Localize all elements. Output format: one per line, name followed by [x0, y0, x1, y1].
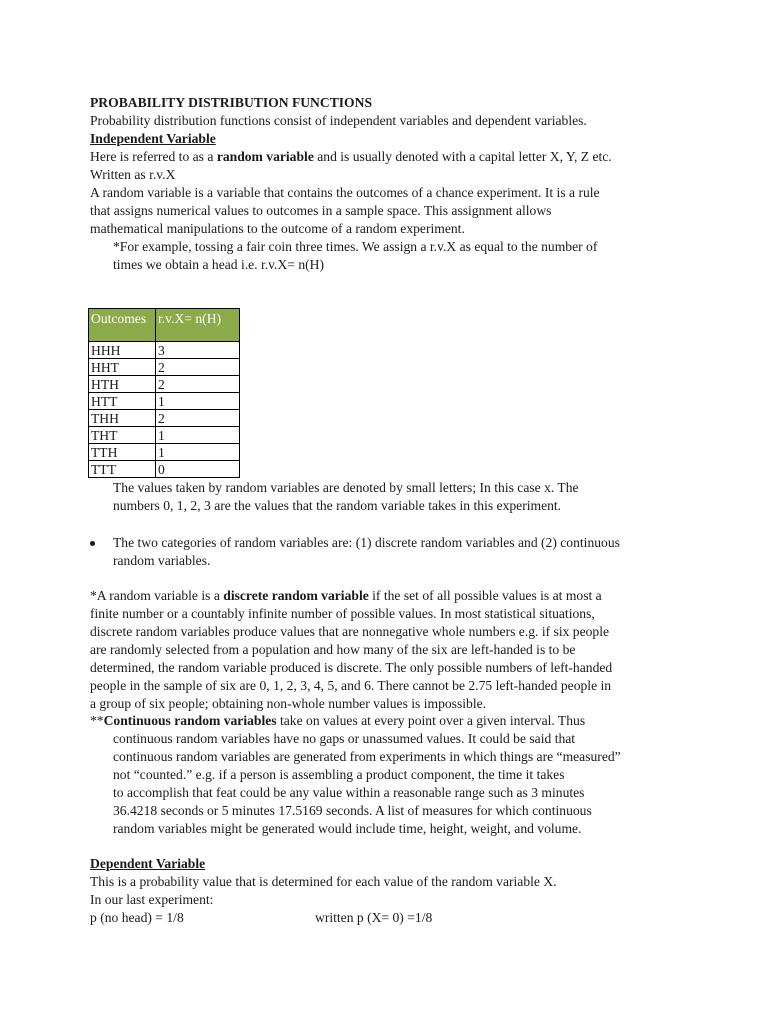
- table-header-row: [89, 309, 240, 342]
- formula-left: p (no head) = 1/8: [90, 910, 184, 925]
- table-row: [89, 376, 240, 393]
- continuous-line: random variables might be generated would include time, height, weight, and volume.: [113, 821, 582, 836]
- value-cell: 2: [156, 410, 240, 427]
- value-cell: 0: [156, 461, 240, 478]
- rv-paragraph-line: that assigns numerical values to outcomes in a sample space. This assignment allows: [90, 203, 552, 218]
- continuous-definition: **Continuous random variables take on values at every point over a given interval. Thus: [90, 713, 586, 728]
- bullet-line: random variables.: [113, 553, 211, 568]
- page-title: PROBABILITY DISTRIBUTION FUNCTIONS: [90, 95, 373, 110]
- table-row: [89, 410, 240, 427]
- discrete-line: finite number or a countably infinite number of possible values. In most statistical situations,: [90, 606, 595, 621]
- discrete-definition: *A random variable is a discrete random variable if the set of all possible values is at most a: [90, 588, 602, 603]
- outcome-cell: THT: [89, 427, 156, 444]
- dependent-line: In our last experiment:: [90, 892, 214, 907]
- table-row: [89, 359, 240, 376]
- value-cell: 2: [156, 359, 240, 376]
- table-row: [89, 461, 240, 478]
- random-variable-definition: Here is referred to as a random variable and is usually denoted with a capital letter X, Y, Z etc.: [90, 149, 612, 164]
- outcomes-table: [88, 308, 240, 478]
- values-note-line: numbers 0, 1, 2, 3 are the values that the random variable takes in this experiment.: [113, 498, 562, 513]
- formula-right: written p (X= 0) =1/8: [315, 910, 433, 925]
- rv-header: r.v.X= n(H): [156, 309, 240, 342]
- value-cell: 1: [156, 444, 240, 461]
- discrete-line: are randomly selected from a population and how many of the six are left-handed is to be: [90, 642, 576, 657]
- rv-paragraph-line: mathematical manipulations to the outcome of a random experiment.: [90, 221, 465, 236]
- outcome-cell: TTH: [89, 444, 156, 461]
- continuous-line: 36.4218 seconds or 5 minutes 17.5169 seconds. A list of measures for which continuous: [113, 803, 592, 818]
- value-cell: 2: [156, 376, 240, 393]
- value-cell: 1: [156, 427, 240, 444]
- bullet-icon: [90, 541, 95, 546]
- dependent-line: This is a probability value that is determined for each value of the random variable X.: [90, 874, 557, 889]
- continuous-line: continuous random variables are generated from experiments in which things are “measured”: [113, 749, 621, 764]
- continuous-line: continuous random variables have no gaps or unassumed values. It could be said that: [113, 731, 576, 746]
- independent-variable-heading: Independent Variable: [90, 131, 216, 146]
- notation-line: Written as r.v.X: [90, 167, 176, 182]
- bullet-line: The two categories of random variables are: (1) discrete random variables and (2) continuous: [113, 535, 620, 550]
- rv-paragraph-line: A random variable is a variable that contains the outcomes of a chance experiment. It is a rule: [90, 185, 600, 200]
- outcome-cell: HTT: [89, 393, 156, 410]
- discrete-line: discrete random variables produce values that are nonnegative whole numbers e.g. if six people: [90, 624, 610, 639]
- outcome-cell: TTT: [89, 461, 156, 478]
- outcome-cell: HTH: [89, 376, 156, 393]
- outcome-cell: HHH: [89, 342, 156, 359]
- discrete-line: a group of six people; obtaining non-whole number values is impossible.: [90, 696, 487, 711]
- table-row: [89, 427, 240, 444]
- example-line: times we obtain a head i.e. r.v.X= n(H): [113, 257, 325, 272]
- table-row: [89, 393, 240, 410]
- value-cell: 1: [156, 393, 240, 410]
- example-line: *For example, tossing a fair coin three times. We assign a r.v.X as equal to the number of: [113, 239, 598, 254]
- dependent-variable-heading: Dependent Variable: [90, 856, 206, 871]
- values-note-line: The values taken by random variables are denoted by small letters; In this case x. The: [113, 480, 579, 495]
- intro-text: Probability distribution functions consist of independent variables and dependent variables.: [90, 113, 587, 128]
- continuous-line: to accomplish that feat could be any value within a reasonable range such as 3 minutes: [113, 785, 585, 800]
- table-row: [89, 342, 240, 359]
- table-row: [89, 444, 240, 461]
- discrete-line: determined, the random variable produced is discrete. The only possible numbers of left-handed: [90, 660, 613, 675]
- discrete-line: people in the sample of six are 0, 1, 2, 3, 4, 5, and 6. There cannot be 2.75 left-handed people in: [90, 678, 612, 693]
- outcome-cell: THH: [89, 410, 156, 427]
- outcomes-header: Outcomes: [89, 309, 156, 342]
- outcome-cell: HHT: [89, 359, 156, 376]
- continuous-line: not “counted.” e.g. if a person is assembling a product component, the time it takes: [113, 767, 565, 782]
- value-cell: 3: [156, 342, 240, 359]
